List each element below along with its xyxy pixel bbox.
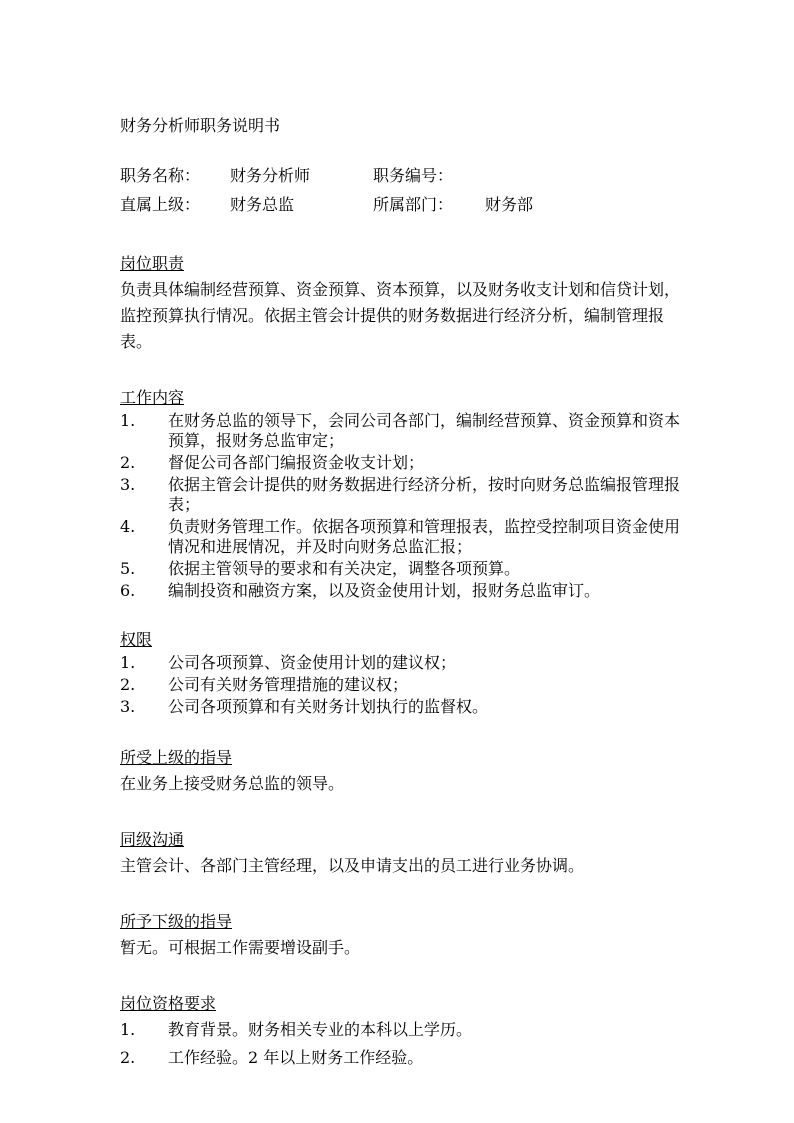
section-guidance-given	[120, 909, 680, 961]
list-item	[120, 475, 680, 515]
item-number: 2.	[120, 1048, 136, 1067]
job-name-value: 财务分析师	[230, 166, 311, 185]
job-meta	[120, 161, 680, 219]
item-number: 1.	[120, 1020, 136, 1039]
heading-peer-communication: 同级沟通	[120, 830, 185, 849]
label-superior: 直属上级：	[120, 195, 201, 214]
item-number: 3.	[120, 697, 136, 716]
meta-row-2	[120, 190, 680, 219]
department-value: 财务部	[485, 195, 534, 214]
item-number: 2.	[120, 675, 136, 694]
item-text: 依据主管会计提供的财务数据进行经济分析，按时向财务总监编报管理报表；	[168, 475, 681, 514]
section-guidance-received	[120, 745, 680, 797]
authority-list	[120, 653, 680, 717]
list-item	[120, 517, 680, 557]
item-text: 在财务总监的领导下，会同公司各部门，编制经营预算、资金预算和资本预算，报财务总监审定；	[168, 411, 681, 450]
heading-work: 工作内容	[120, 388, 185, 407]
responsibilities-text: 负责具体编制经营预算、资金预算、资本预算，以及财务收支计划和信贷计划，监控预算执行情况。依据主管会计提供的财务数据进行经济分析，编制管理报表。	[120, 280, 681, 351]
label-job-number: 职务编号：	[373, 166, 454, 185]
list-item	[120, 581, 680, 601]
guidance-given-text: 暂无。可根据工作需要增设副手。	[120, 938, 361, 957]
heading-guidance-received: 所受上级的指导	[120, 748, 233, 767]
guidance-received-text: 在业务上接受财务总监的领导。	[120, 774, 345, 793]
section-work	[120, 385, 680, 601]
item-text: 教育背景。财务相关专业的本科以上学历。	[168, 1020, 473, 1039]
item-number: 5.	[120, 559, 136, 578]
list-item	[120, 559, 680, 579]
item-text: 公司有关财务管理措施的建议权；	[168, 675, 409, 694]
item-text: 公司各项预算、资金使用计划的建议权；	[168, 653, 457, 672]
heading-responsibilities: 岗位职责	[120, 254, 185, 273]
work-list	[120, 411, 680, 601]
item-number: 6.	[120, 581, 136, 600]
heading-qualifications: 岗位资格要求	[120, 994, 217, 1013]
list-item	[120, 453, 680, 473]
item-text: 依据主管领导的要求和有关决定，调整各项预算。	[168, 559, 521, 578]
item-number: 1.	[120, 411, 136, 430]
section-responsibilities	[120, 251, 680, 355]
item-number: 2.	[120, 453, 136, 472]
item-number: 1.	[120, 653, 136, 672]
heading-guidance-given: 所予下级的指导	[120, 912, 233, 931]
label-department: 所属部门：	[373, 195, 454, 214]
list-item	[120, 411, 680, 451]
meta-row-1	[120, 161, 680, 190]
list-item	[120, 653, 680, 673]
section-authority	[120, 627, 680, 717]
heading-authority: 权限	[120, 630, 153, 649]
item-text: 督促公司各部门编报资金收支计划；	[168, 453, 425, 472]
list-item	[120, 1045, 680, 1071]
section-peer-communication	[120, 827, 680, 879]
qualifications-list	[120, 1017, 680, 1071]
item-text: 负责财务管理工作。依据各项预算和管理报表，监控受控制项目资金使用情况和进展情况，并及时向财务总监汇报；	[168, 517, 681, 556]
peer-communication-text: 主管会计、各部门主管经理，以及申请支出的员工进行业务协调。	[120, 856, 585, 875]
item-number: 4.	[120, 517, 136, 536]
item-text: 工作经验。2 年以上财务工作经验。	[168, 1048, 424, 1067]
item-number: 3.	[120, 475, 136, 494]
document-page	[120, 113, 680, 1073]
item-text: 编制投资和融资方案，以及资金使用计划，报财务总监审订。	[168, 581, 601, 600]
list-item	[120, 697, 680, 717]
label-job-name: 职务名称：	[120, 166, 201, 185]
section-qualifications	[120, 991, 680, 1071]
list-item	[120, 675, 680, 695]
superior-value: 财务总监	[230, 195, 295, 214]
item-text: 公司各项预算和有关财务计划执行的监督权。	[168, 697, 489, 716]
list-item	[120, 1017, 680, 1043]
document-title: 财务分析师职务说明书	[120, 116, 281, 135]
